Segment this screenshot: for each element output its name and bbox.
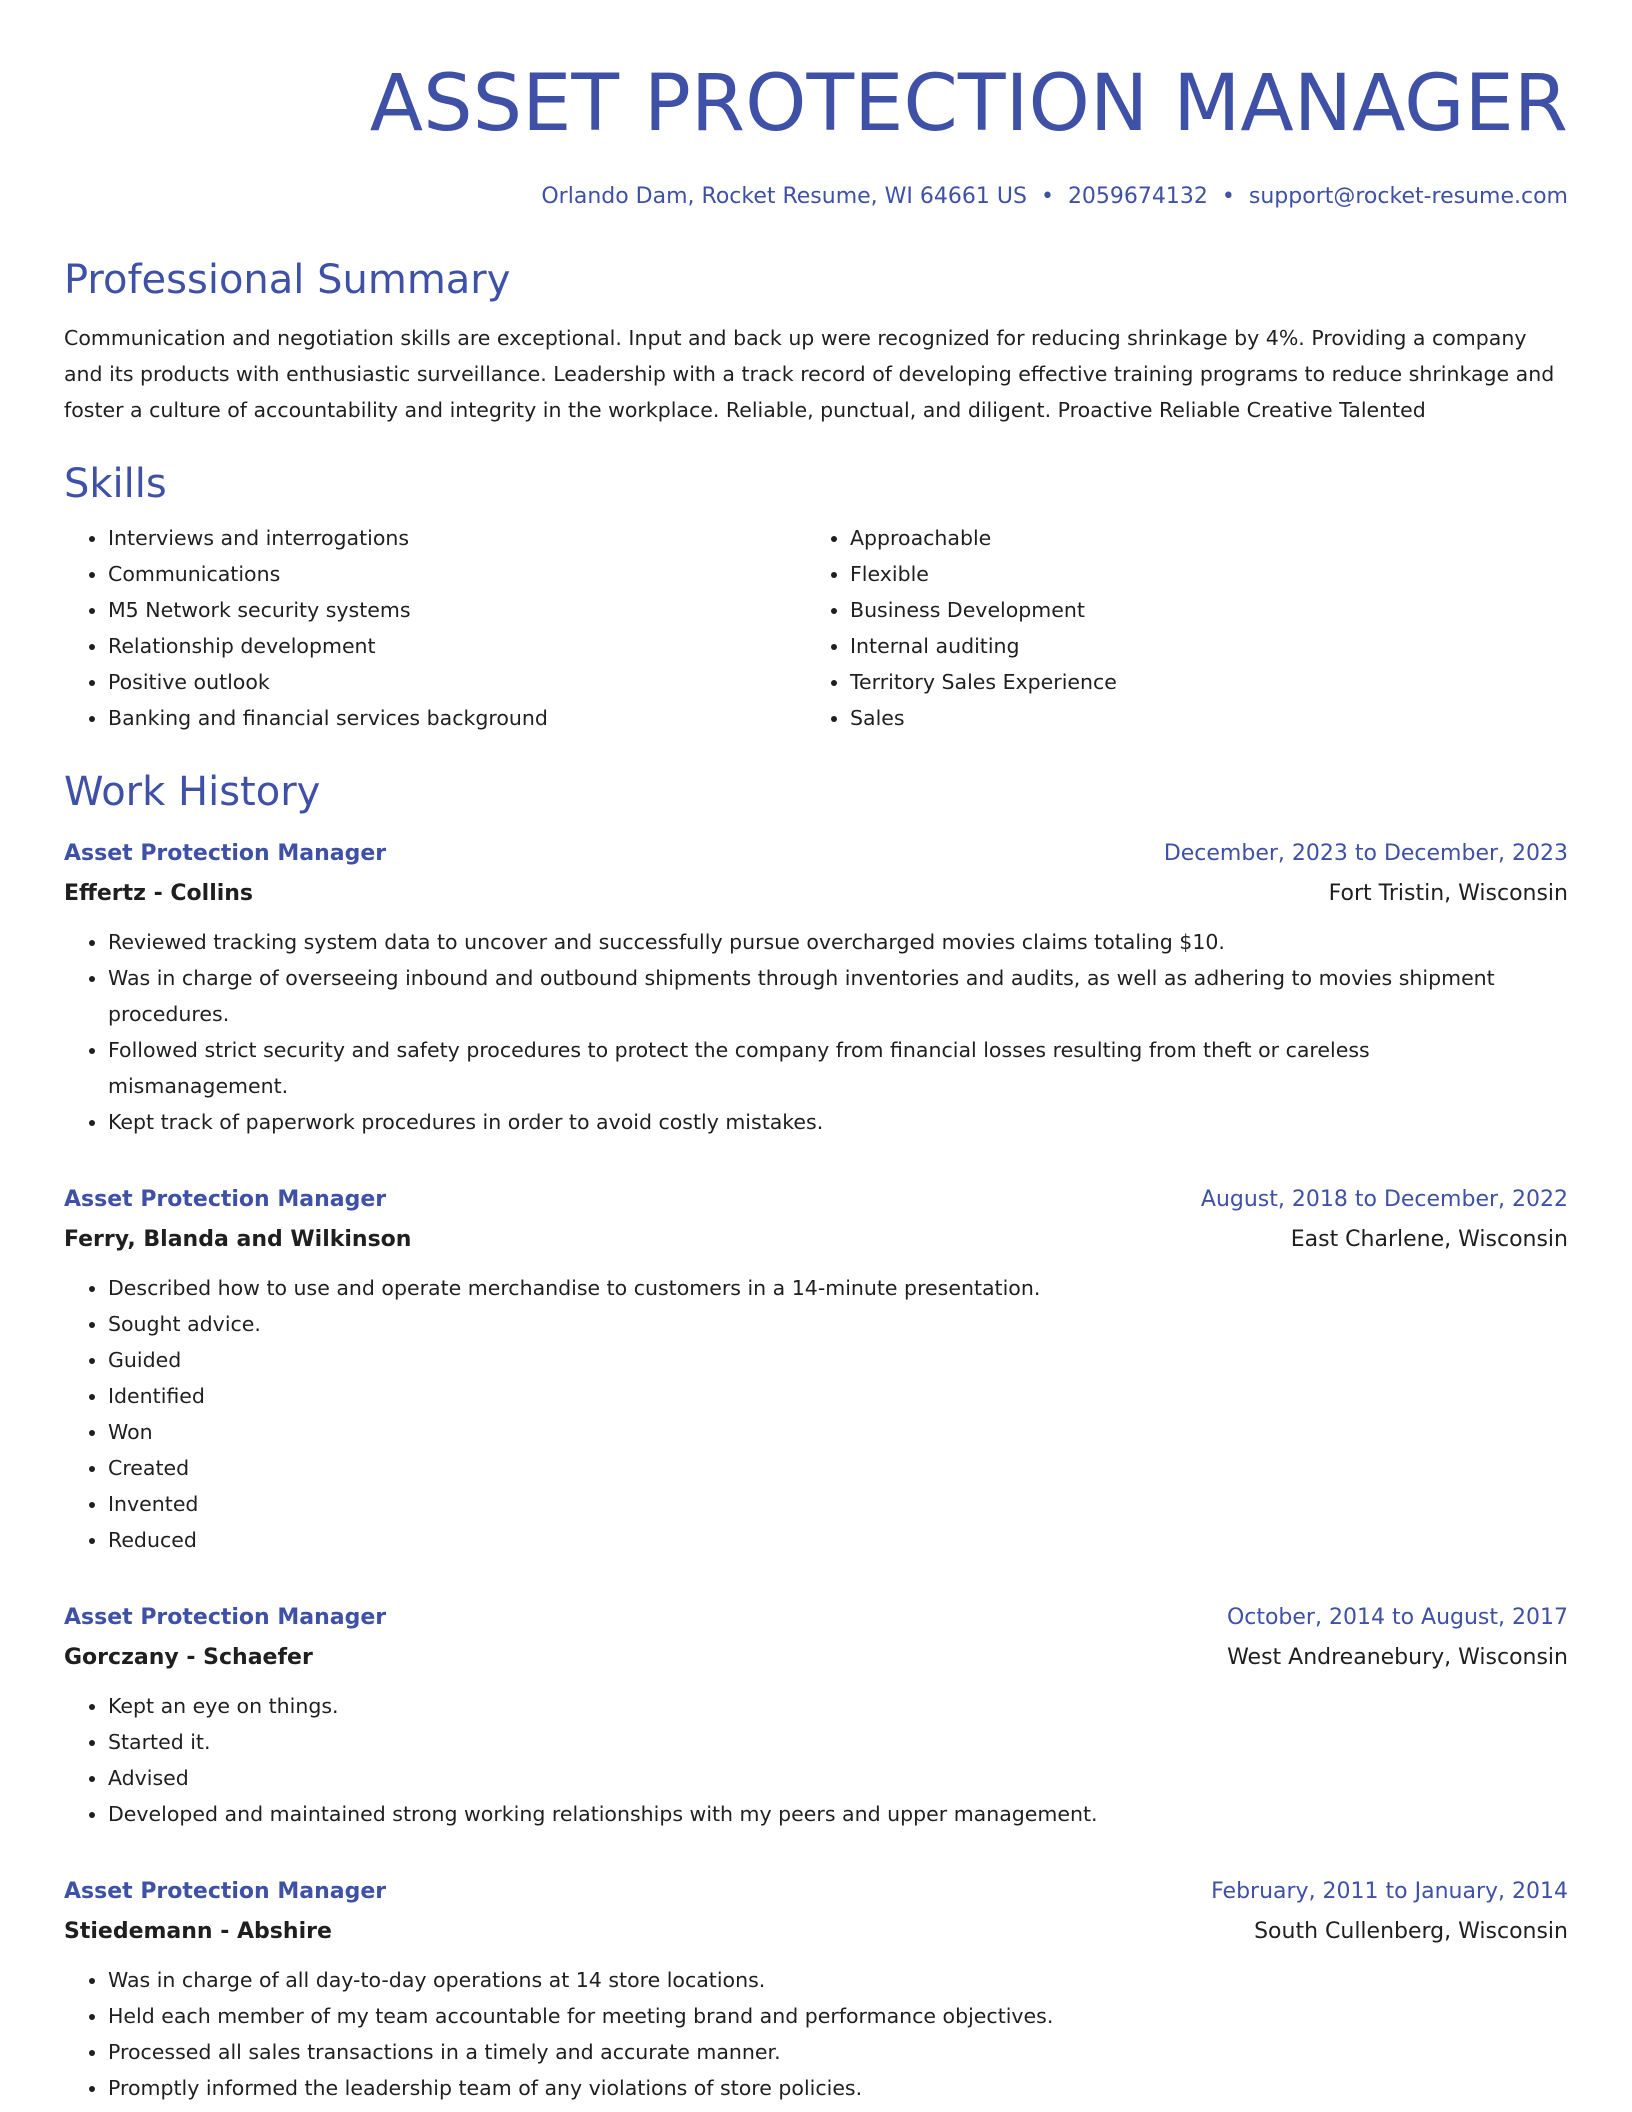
skill-item: • Business Development bbox=[850, 592, 1550, 628]
skills-heading: Skills bbox=[64, 461, 167, 507]
job-location: East Charlene, Wisconsin bbox=[1290, 1227, 1568, 1252]
job-dates: August, 2018 to December, 2022 bbox=[1200, 1187, 1568, 1212]
skill-item: • Positive outlook bbox=[108, 664, 808, 700]
job-header-row bbox=[64, 834, 1568, 874]
job-dates: October, 2014 to August, 2017 bbox=[1226, 1605, 1568, 1630]
skill-item: • Approachable bbox=[850, 520, 1550, 556]
job-bullet: • Was in charge of overseeing inbound and outbound shipments through inventories and audits, as well as adhering to movies shipment procedures. bbox=[108, 960, 1568, 1032]
address-text: Orlando Dam, Rocket Resume, WI 64661 US bbox=[541, 184, 1027, 209]
company-name: Stiedemann - Abshire bbox=[64, 1919, 332, 1944]
job-bullet: • Promptly informed the leadership team of any violations of store policies. bbox=[108, 2070, 1568, 2106]
skill-item: • Relationship development bbox=[108, 628, 808, 664]
skill-item: • Sales bbox=[850, 700, 1550, 736]
phone-text: 2059674132 bbox=[1067, 184, 1208, 209]
summary-heading: Professional Summary bbox=[64, 257, 511, 303]
summary-text: Communication and negotiation skills are exceptional. Input and back up were recognized for reducing shrinkage by 4%. Providing a company and its products with enthusiastic surveillance. Leadership with a track record of developing effective training programs to reduce shrinkage and foster a culture of accountability and integrity in the workplace. Reliable, punctual, and diligent. Proactive Reliable Creative Talented bbox=[64, 326, 1555, 422]
skill-item: • Territory Sales Experience bbox=[850, 664, 1550, 700]
job-bullet: • Reduced bbox=[108, 1522, 1568, 1558]
job-bullet: • Won bbox=[108, 1414, 1568, 1450]
job-bullet: • Held each member of my team accountable for meeting brand and performance objectives. bbox=[108, 1998, 1568, 2034]
skills-column-right bbox=[808, 520, 1550, 736]
job-bullet: • Reviewed tracking system data to uncover and successfully pursue overcharged movies claims totaling $10. bbox=[108, 924, 1568, 960]
job-bullet: • Was in charge of all day-to-day operations at 14 store locations. bbox=[108, 1962, 1568, 1998]
company-name: Effertz - Collins bbox=[64, 881, 254, 906]
job-company-row bbox=[64, 874, 1568, 914]
job-location: South Cullenberg, Wisconsin bbox=[1254, 1919, 1568, 1944]
job-header-row bbox=[64, 1598, 1568, 1638]
job-title: Asset Protection Manager bbox=[64, 1187, 387, 1212]
job-bullets bbox=[64, 924, 1568, 1140]
job-bullet: • Kept track of paperwork procedures in order to avoid costly mistakes. bbox=[108, 1104, 1568, 1140]
job-header-row bbox=[64, 1180, 1568, 1220]
company-name: Gorczany - Schaefer bbox=[64, 1645, 313, 1670]
skill-item: • M5 Network security systems bbox=[108, 592, 808, 628]
job-location: Fort Tristin, Wisconsin bbox=[1328, 881, 1568, 906]
job-bullet: • Invented bbox=[108, 1486, 1568, 1522]
skills-list bbox=[64, 520, 1568, 736]
job-company-row bbox=[64, 1638, 1568, 1678]
job-entry bbox=[64, 834, 1568, 1140]
contact-line bbox=[64, 182, 1568, 212]
skill-item: • Interviews and interrogations bbox=[108, 520, 808, 556]
work-history-heading: Work History bbox=[64, 769, 321, 815]
resume-header bbox=[64, 56, 1568, 212]
job-bullet: • Processed all sales transactions in a timely and accurate manner. bbox=[108, 2034, 1568, 2070]
job-bullets bbox=[64, 1962, 1568, 2106]
company-name: Ferry, Blanda and Wilkinson bbox=[64, 1227, 412, 1252]
job-bullet: • Identified bbox=[108, 1378, 1568, 1414]
email-link[interactable]: support@rocket-resume.com bbox=[1248, 184, 1568, 209]
job-bullets bbox=[64, 1688, 1568, 1832]
job-bullet: • Developed and maintained strong working relationships with my peers and upper management. bbox=[108, 1796, 1568, 1832]
job-bullet: • Created bbox=[108, 1450, 1568, 1486]
job-bullet: • Started it. bbox=[108, 1724, 1568, 1760]
job-entry bbox=[64, 1872, 1568, 2106]
job-title: Asset Protection Manager bbox=[64, 1605, 387, 1630]
job-entry bbox=[64, 1180, 1568, 1558]
job-company-row bbox=[64, 1912, 1568, 1952]
job-bullets bbox=[64, 1270, 1568, 1558]
separator-dot: • bbox=[1040, 184, 1054, 209]
job-bullet: • Described how to use and operate merchandise to customers in a 14-minute presentation. bbox=[108, 1270, 1568, 1306]
job-header-row bbox=[64, 1872, 1568, 1912]
skill-item: • Banking and financial services background bbox=[108, 700, 808, 736]
job-entry bbox=[64, 1598, 1568, 1832]
job-bullet: • Sought advice. bbox=[108, 1306, 1568, 1342]
job-bullet: • Kept an eye on things. bbox=[108, 1688, 1568, 1724]
job-title: Asset Protection Manager bbox=[64, 841, 387, 866]
skills-column-left bbox=[64, 520, 808, 736]
separator-dot: • bbox=[1221, 184, 1235, 209]
job-bullet: • Followed strict security and safety procedures to protect the company from financial losses resulting from theft or careless mismanagement. bbox=[108, 1032, 1568, 1104]
job-bullet: • Guided bbox=[108, 1342, 1568, 1378]
job-title: Asset Protection Manager bbox=[64, 1879, 387, 1904]
job-bullet: • Advised bbox=[108, 1760, 1568, 1796]
job-company-row bbox=[64, 1220, 1568, 1260]
skill-item: • Internal auditing bbox=[850, 628, 1550, 664]
job-location: West Andreanebury, Wisconsin bbox=[1227, 1645, 1568, 1670]
skill-item: • Communications bbox=[108, 556, 808, 592]
job-title-heading: ASSET PROTECTION MANAGER bbox=[369, 59, 1568, 149]
job-dates: February, 2011 to January, 2014 bbox=[1211, 1879, 1568, 1904]
job-dates: December, 2023 to December, 2023 bbox=[1163, 841, 1568, 866]
skill-item: • Flexible bbox=[850, 556, 1550, 592]
